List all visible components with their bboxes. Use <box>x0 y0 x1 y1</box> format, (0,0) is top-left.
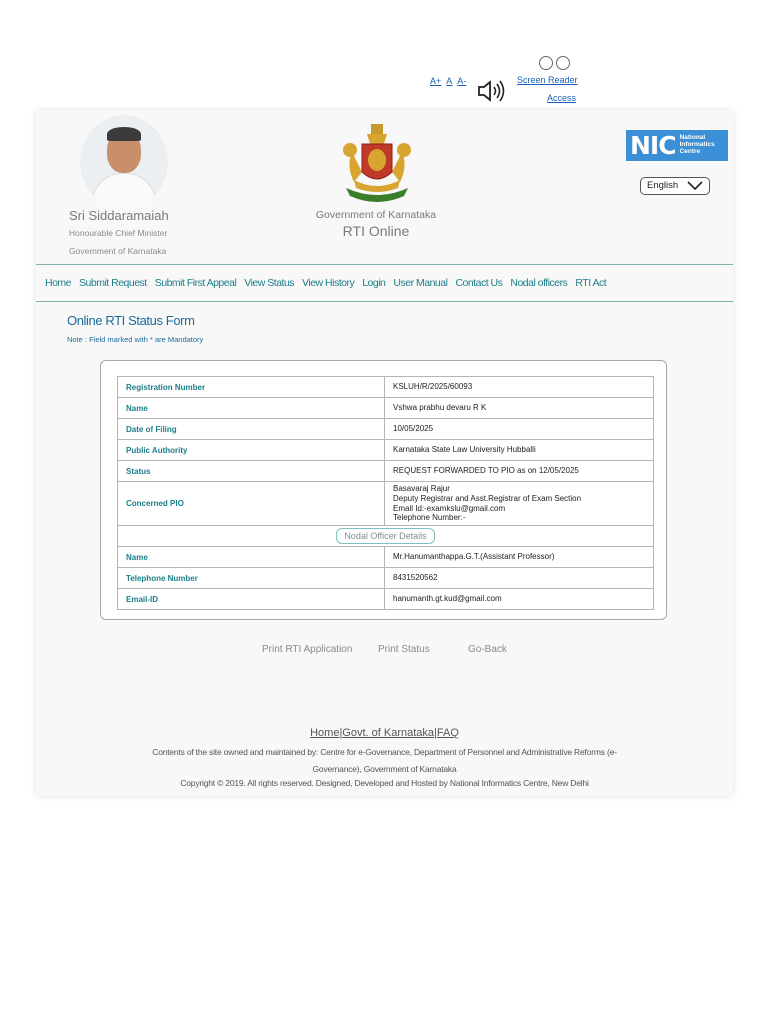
nav-rti-act[interactable]: RTI Act <box>575 277 607 289</box>
screen-reader-link[interactable]: Screen Reader <box>517 75 578 85</box>
name-value: Vshwa prabhu devaru R K <box>385 398 654 419</box>
nodal-name-value: Mr.Hanumanthappa.G.T.(Assistant Professor) <box>385 547 654 568</box>
nav-contact-us[interactable]: Contact Us <box>455 277 503 289</box>
nodal-name-label: Name <box>118 547 385 568</box>
table-row <box>118 568 654 589</box>
nav-home[interactable]: Home <box>45 277 72 289</box>
karnataka-emblem-icon <box>332 122 422 210</box>
status-label: Status <box>118 461 385 482</box>
language-selected-value: English <box>647 180 679 191</box>
pio-name: Basavaraj Rajur <box>393 484 450 494</box>
registration-number-label: Registration Number <box>118 377 385 398</box>
nav-view-history[interactable]: View History <box>302 277 355 289</box>
date-of-filing-value: 10/05/2025 <box>385 419 654 440</box>
main-navigation <box>36 264 733 302</box>
pio-telephone: Telephone Number:- <box>393 513 466 523</box>
footer-links <box>36 727 733 739</box>
nav-nodal-officers[interactable]: Nodal officers <box>510 277 568 289</box>
chief-minister-photo <box>80 115 168 209</box>
font-size-controls <box>430 76 466 86</box>
screen-reader-access-link[interactable]: Access <box>547 93 577 103</box>
cm-name: Sri Siddaramaiah <box>69 208 169 223</box>
nodal-telephone-label: Telephone Number <box>118 568 385 589</box>
table-row <box>118 526 654 547</box>
status-table <box>117 376 654 610</box>
table-row <box>118 440 654 461</box>
nodal-officer-section <box>118 526 654 547</box>
table-row <box>118 482 654 526</box>
nav-view-status[interactable]: View Status <box>244 277 295 289</box>
footer-separator: | <box>339 727 343 739</box>
footer-copyright: Copyright © 2019. All rights reserved. Designed, Developed and Hosted by National Informatics Centre, New Delhi <box>180 778 589 788</box>
cm-title: Honourable Chief Minister <box>69 228 168 238</box>
registration-number-value: KSLUH/R/2025/60093 <box>385 377 654 398</box>
nodal-officer-details-button[interactable]: Nodal Officer Details <box>336 528 434 544</box>
table-row <box>118 398 654 419</box>
site-header <box>36 110 733 264</box>
form-title: Online RTI Status Form <box>67 313 195 328</box>
main-panel <box>36 110 733 796</box>
go-back-button[interactable]: Go-Back <box>468 644 507 655</box>
font-decrease-link[interactable]: A- <box>457 76 467 86</box>
pio-email: Email Id:-examkslu@gmail.com <box>393 503 506 513</box>
table-row <box>118 377 654 398</box>
theme-toggle-group <box>539 56 570 70</box>
concerned-pio-value <box>385 482 654 526</box>
date-of-filing-label: Date of Filing <box>118 419 385 440</box>
nic-logo <box>626 130 728 161</box>
font-increase-link[interactable]: A+ <box>430 76 442 86</box>
language-select[interactable] <box>640 177 710 195</box>
public-authority-value: Karnataka State Law University Hubballi <box>385 440 654 461</box>
pio-designation: Deputy Registrar and Asst.Registrar of Exam Section <box>393 493 582 503</box>
footer-govt-link[interactable]: Govt. of Karnataka <box>342 727 435 739</box>
nic-logo-letters: NIC <box>630 131 676 160</box>
accessibility-bar <box>0 0 768 108</box>
footer-faq-link[interactable]: FAQ <box>436 727 459 739</box>
font-normal-link[interactable]: A <box>446 76 453 86</box>
action-links <box>36 644 733 660</box>
nic-logo-text: National Informatics Centre <box>679 134 715 155</box>
cm-government: Government of Karnataka <box>69 246 167 256</box>
table-row <box>118 461 654 482</box>
footer-home-link[interactable]: Home <box>310 727 340 739</box>
status-value: REQUEST FORWARDED TO PIO as on 12/05/2025 <box>385 461 654 482</box>
footer-contents: Contents of the site owned and maintained by: Centre for e-Governance, Department of Personnel and Administrative Reforms (e-Governance), Government of Karnataka <box>152 747 617 774</box>
government-name: Government of Karnataka <box>315 209 437 221</box>
table-row <box>118 419 654 440</box>
print-status-button[interactable]: Print Status <box>378 644 430 655</box>
mandatory-note: Note : Field marked with * are Mandatory <box>67 335 204 344</box>
speaker-icon[interactable] <box>476 79 506 103</box>
status-card <box>100 360 667 620</box>
public-authority-label: Public Authority <box>118 440 385 461</box>
table-row <box>118 589 654 610</box>
nav-submit-first-appeal[interactable]: Submit First Appeal <box>154 277 237 289</box>
nav-user-manual[interactable]: User Manual <box>393 277 448 289</box>
table-row <box>118 547 654 568</box>
theme-light-circle-icon[interactable] <box>539 56 553 70</box>
site-title: RTI Online <box>342 223 410 239</box>
concerned-pio-label: Concerned PIO <box>118 482 385 526</box>
print-rti-application-button[interactable]: Print RTI Application <box>262 644 353 655</box>
nodal-email-value: hanumanth.gt.kud@gmail.com <box>385 589 654 610</box>
footer-separator: | <box>434 727 437 739</box>
nodal-telephone-value: 8431520562 <box>385 568 654 589</box>
nav-login[interactable]: Login <box>362 277 386 289</box>
nav-submit-request[interactable]: Submit Request <box>79 277 147 289</box>
name-label: Name <box>118 398 385 419</box>
theme-dark-circle-icon[interactable] <box>556 56 570 70</box>
nodal-email-label: Email-ID <box>118 589 385 610</box>
chevron-down-icon <box>687 181 703 191</box>
